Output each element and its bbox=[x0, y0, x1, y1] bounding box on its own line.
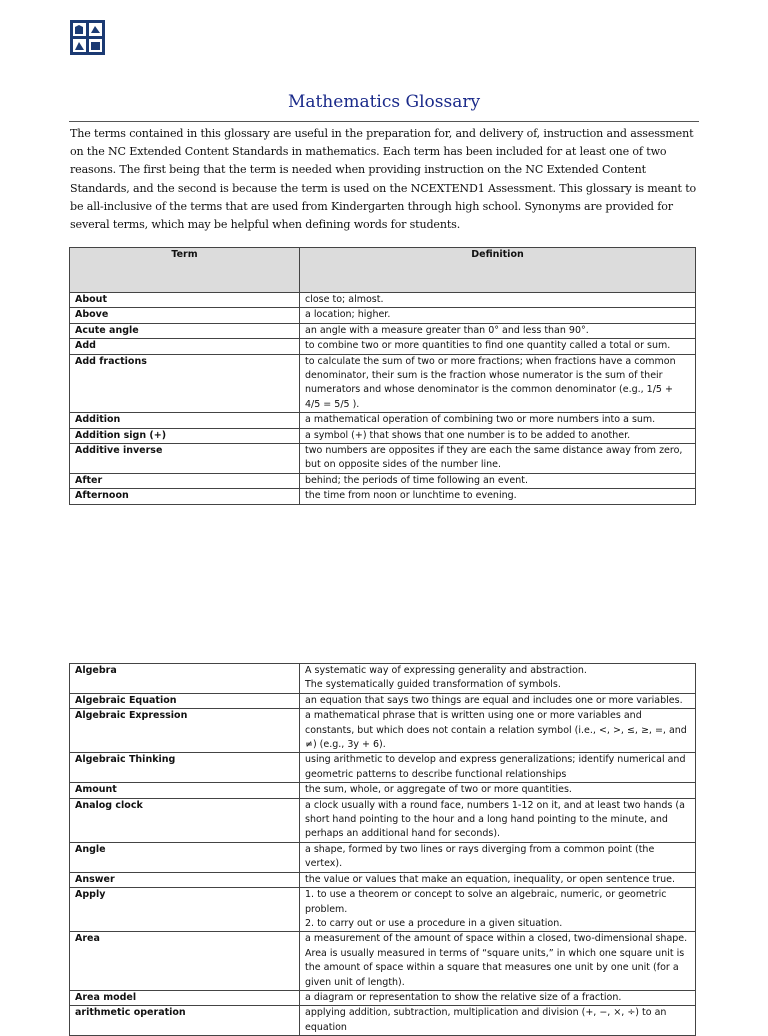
glossary-term: Angle bbox=[70, 842, 300, 872]
title-divider bbox=[69, 121, 699, 122]
glossary-definition: a clock usually with a round face, numbers 1-12 on it, and at least two hands (a short hand pointing to the hour and a long hand pointing to the minute, and perhaps an additional hand for seconds). bbox=[300, 798, 696, 842]
glossary-term: Algebraic Equation bbox=[70, 693, 300, 708]
table-row bbox=[70, 783, 696, 798]
glossary-definition: the time from noon or lunchtime to evening. bbox=[300, 489, 696, 504]
glossary-definition: an angle with a measure greater than 0° and less than 90°. bbox=[300, 323, 696, 338]
glossary-term: After bbox=[70, 473, 300, 488]
glossary-definition: the sum, whole, or aggregate of two or more quantities. bbox=[300, 783, 696, 798]
term-column-header: Term bbox=[70, 248, 300, 293]
glossary-definition: a location; higher. bbox=[300, 308, 696, 323]
table-row bbox=[70, 354, 696, 413]
table-row bbox=[70, 664, 696, 694]
glossary-term: Apply bbox=[70, 888, 300, 932]
table-row bbox=[70, 872, 696, 887]
glossary-term: arithmetic operation bbox=[70, 1006, 300, 1036]
glossary-term: Above bbox=[70, 308, 300, 323]
glossary-definition: two numbers are opposites if they are each the same distance away from zero, but on opposite sides of the number line. bbox=[300, 444, 696, 474]
glossary-term: Algebraic Thinking bbox=[70, 753, 300, 783]
glossary-term: Additive inverse bbox=[70, 444, 300, 474]
table-row bbox=[70, 428, 696, 443]
glossary-term: About bbox=[70, 293, 300, 308]
table-row bbox=[70, 709, 696, 753]
glossary-definition: behind; the periods of time following an event. bbox=[300, 473, 696, 488]
glossary-definition: a mathematical phrase that is written using one or more variables and constants, but which does not contain a relation symbol (i.e., <, >, ≤, ≥, =, and ≠) (e.g., 3y + 6). bbox=[300, 709, 696, 753]
glossary-term: Analog clock bbox=[70, 798, 300, 842]
table-row bbox=[70, 413, 696, 428]
glossary-term: Amount bbox=[70, 783, 300, 798]
table-row bbox=[70, 473, 696, 488]
glossary-table-2-body bbox=[70, 664, 696, 1036]
glossary-definition: the value or values that make an equation, inequality, or open sentence true. bbox=[300, 872, 696, 887]
glossary-definition: to calculate the sum of two or more fractions; when fractions have a common denominator, their sum is the fraction whose numerator is the sum of their numerators and whose denominator is the common denominator (e.g., 1/5 + 4/5 = 5/5 ). bbox=[300, 354, 696, 413]
glossary-definition: a diagram or representation to show the relative size of a fraction. bbox=[300, 990, 696, 1005]
glossary-term: Acute angle bbox=[70, 323, 300, 338]
page-title: Mathematics Glossary bbox=[287, 92, 481, 112]
glossary-definition: A systematic way of expressing generality and abstraction. The systematically guided transformation of symbols. bbox=[300, 664, 696, 694]
glossary-definition: a measurement of the amount of space within a closed, two-dimensional shape. Area is usually measured in terms of “square units,” in which one square unit is the amount of space within a square that measures one unit by one unit (for a given unit of length). bbox=[300, 932, 696, 991]
glossary-term: Answer bbox=[70, 872, 300, 887]
table-row bbox=[70, 932, 696, 991]
glossary-definition: 1. to use a theorem or concept to solve an algebraic, numeric, or geometric problem. 2. to carry out or use a procedure in a given situation. bbox=[300, 888, 696, 932]
table-row bbox=[70, 693, 696, 708]
table-row bbox=[70, 753, 696, 783]
table-row bbox=[70, 1006, 696, 1036]
glossary-term: Algebraic Expression bbox=[70, 709, 300, 753]
table-row bbox=[70, 842, 696, 872]
glossary-term: Afternoon bbox=[70, 489, 300, 504]
glossary-table-2 bbox=[69, 663, 696, 1036]
glossary-table-1 bbox=[69, 247, 696, 505]
glossary-term: Addition sign (+) bbox=[70, 428, 300, 443]
glossary-term: Addition bbox=[70, 413, 300, 428]
glossary-definition: a mathematical operation of combining two or more numbers into a sum. bbox=[300, 413, 696, 428]
glossary-definition: a shape, formed by two lines or rays diverging from a common point (the vertex). bbox=[300, 842, 696, 872]
glossary-table-1-body bbox=[70, 293, 696, 505]
glossary-definition: using arithmetic to develop and express generalizations; identify numerical and geometric patterns to describe functional relationships bbox=[300, 753, 696, 783]
glossary-term: Area model bbox=[70, 990, 300, 1005]
intro-paragraph: The terms contained in this glossary are useful in the preparation for, and delivery of, instruction and assessment on the NC Extended Content Standards in mathematics. Each term has been included for at least one of two reasons. The first being that the term is needed when providing instruction on the NC Extended Content Standards, and the second is because the term is used on the NCEXTEND1 Assessment. This glossary is meant to be all-inclusive of the terms that are used from Kindergarten through high school. Synonyms are provided for several terms, which may be helpful when defining words for students. bbox=[70, 127, 697, 232]
glossary-term: Add bbox=[70, 339, 300, 354]
table-row bbox=[70, 888, 696, 932]
table-row bbox=[70, 990, 696, 1005]
table-row bbox=[70, 444, 696, 474]
table-row bbox=[70, 308, 696, 323]
table-row bbox=[70, 323, 696, 338]
glossary-definition: close to; almost. bbox=[300, 293, 696, 308]
glossary-definition: to combine two or more quantities to find one quantity called a total or sum. bbox=[300, 339, 696, 354]
glossary-term: Algebra bbox=[70, 664, 300, 694]
glossary-term: Area bbox=[70, 932, 300, 991]
glossary-definition: a symbol (+) that shows that one number is to be added to another. bbox=[300, 428, 696, 443]
glossary-definition: an equation that says two things are equal and includes one or more variables. bbox=[300, 693, 696, 708]
table-row bbox=[70, 339, 696, 354]
table-row bbox=[70, 489, 696, 504]
table-header-row bbox=[70, 248, 696, 293]
agency-logo-icon bbox=[70, 20, 105, 55]
glossary-definition: applying addition, subtraction, multiplication and division (+, −, ×, ÷) to an equation bbox=[300, 1006, 696, 1036]
table-row bbox=[70, 293, 696, 308]
table-row bbox=[70, 798, 696, 842]
definition-column-header: Definition bbox=[300, 248, 696, 293]
glossary-term: Add fractions bbox=[70, 354, 300, 413]
